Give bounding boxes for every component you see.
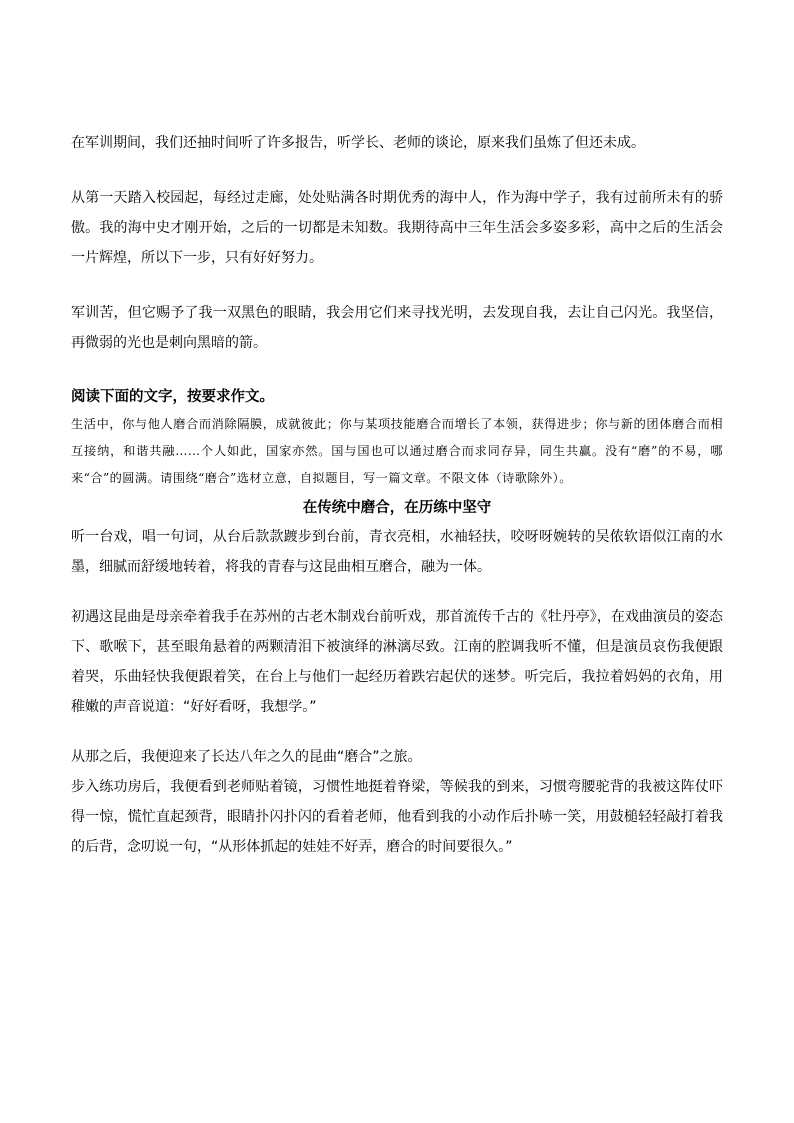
essay-paragraph: 步入练功房后，我便看到老师贴着镜，习惯性地挺着脊梁，等候我的到来，习惯弯腰驼背的我被这阵仗吓得一惊，慌忙直起颈背，眼睛扑闪扑闪的看着老师，他看到我的小动作后扑哧一笑，用鼓槌轻轻敲打着我的后背，念叨说一句，“从形体抓起的娃娃不好弄，磨合的时间要很久。” xyxy=(71,779,723,855)
paragraph-spacer xyxy=(71,582,723,602)
paragraph-spacer xyxy=(71,358,723,383)
body-paragraph: 从第一天踏入校园起，每经过走廊，处处贴满各时期优秀的海中人，作为海中学子，我有过前所未有的骄傲。我的海中史才刚开始，之后的一切都是未知数。我期待高中三年生活会多姿多彩，高中之后的生活会一片辉煌，所以下一步，只有好好努力。 xyxy=(71,190,723,266)
document-page xyxy=(71,128,723,862)
paragraph-spacer xyxy=(71,158,723,183)
essay-title: 在传统中磨合，在历练中坚守 xyxy=(302,500,492,516)
essay-paragraph: 从那之后，我便迎来了长达八年之久的昆曲“磨合”之旅。 xyxy=(71,749,422,765)
writing-prompt-heading: 阅读下面的文字，按要求作文。 xyxy=(71,388,274,405)
writing-prompt-text: 生活中，你与他人磨合而消除隔膜，成就彼此；你与某项技能磨合而增长了本领，获得进步；你与新的团体磨合而相互接纳，和谐共融……个人如此，国家亦然。国与国也可以通过磨合而求同存异，同生共赢。没有“磨”的不易，哪来“合”的圆满。请围绕“磨合”选材立意，自拟题目，写一篇文章。不限文体（诗歌除外）。 xyxy=(71,417,723,485)
essay-paragraph: 初遇这昆曲是母亲牵着我手在苏州的古老木制戏台前听戏，那首流传千古的《牡丹亭》，在戏曲演员的姿态下、歌喉下，甚至眼角悬着的两颗清泪下被演绎的淋漓尽致。江南的腔调我听不懂，但是演员哀伤我便跟着哭，乐曲轻快我便跟着笑，在台上与他们一起经历着跌宕起伏的迷梦。听完后，我拉着妈妈的衣角，用稚嫩的声音说道：“好好看呀，我想学。” xyxy=(71,609,723,715)
paragraph-spacer xyxy=(71,273,723,298)
body-paragraph: 军训苦，但它赐予了我一双黑色的眼睛，我会用它们来寻找光明，去发现自我，去让自己闪光。我坚信，再微弱的光也是刺向黑暗的箭。 xyxy=(71,305,723,351)
essay-paragraph: 听一台戏，唱一句词，从台后款款踱步到台前，青衣亮相，水袖轻扶，咬呀呀婉转的吴侬软语似江南的水墨，细腻而舒缓地转着，将我的青春与这昆曲相互磨合，融为一体。 xyxy=(71,529,723,575)
body-paragraph: 在军训期间，我们还抽时间听了许多报告，听学长、老师的谈论，原来我们虽炼了但还未成。 xyxy=(71,135,645,151)
paragraph-spacer xyxy=(71,722,723,742)
